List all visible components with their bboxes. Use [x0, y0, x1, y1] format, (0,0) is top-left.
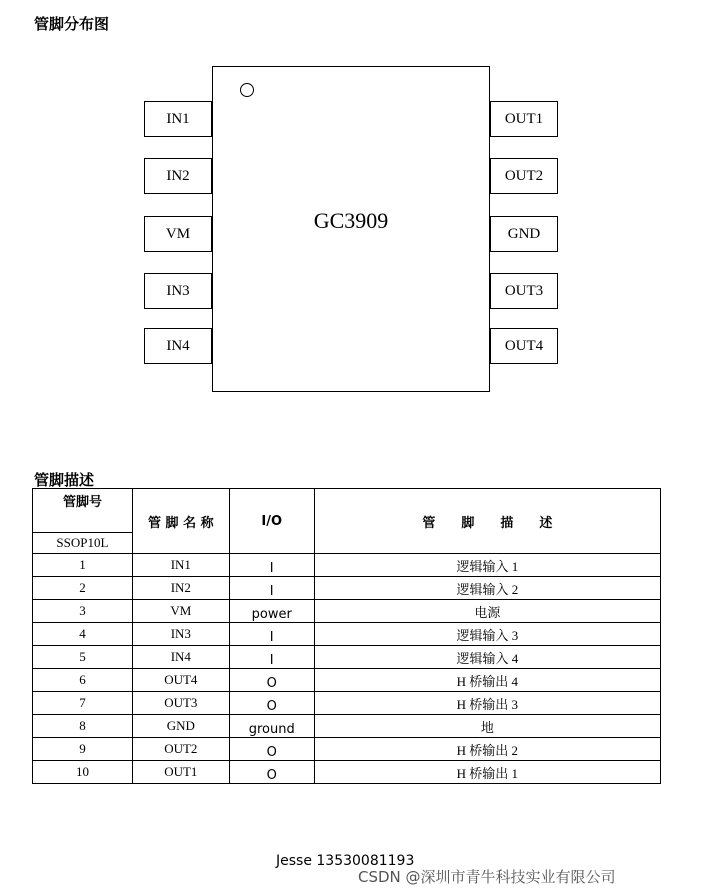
pin1-marker-icon [240, 83, 254, 97]
right-pin: OUT2 [490, 158, 558, 194]
table-row [33, 692, 661, 715]
cell-pin-no: 5 [33, 646, 133, 669]
io-value: I [269, 653, 274, 668]
cell-pin-name: GND [132, 715, 229, 738]
cell-pin-name: IN4 [132, 646, 229, 669]
io-value: I [269, 561, 274, 576]
cell-pin-name: OUT4 [132, 669, 229, 692]
cell-io [229, 692, 314, 715]
cell-description: H 桥输出 1 [314, 761, 660, 784]
cell-io [229, 623, 314, 646]
cell-description: 电源 [314, 600, 660, 623]
left-pin: VM [144, 216, 212, 252]
header-pin-name: 管 脚 名 称 [132, 489, 229, 554]
cell-description: H 桥输出 4 [314, 669, 660, 692]
cell-pin-name: VM [132, 600, 229, 623]
cell-pin-name: IN1 [132, 554, 229, 577]
cell-description: 逻辑输入 3 [314, 623, 660, 646]
header-io: I/O [229, 489, 314, 554]
left-pin: IN3 [144, 273, 212, 309]
cell-io [229, 554, 314, 577]
io-value: I [269, 630, 274, 645]
cell-pin-no: 7 [33, 692, 133, 715]
cell-description: 逻辑输入 2 [314, 577, 660, 600]
cell-io [229, 577, 314, 600]
cell-description: 逻辑输入 4 [314, 646, 660, 669]
cell-io [229, 761, 314, 784]
right-pin: OUT3 [490, 273, 558, 309]
cell-io [229, 738, 314, 761]
header-package: SSOP10L [33, 533, 133, 554]
chip-name: GC3909 [313, 208, 389, 233]
io-value: I [269, 584, 274, 599]
footer-contact: Jesse 13530081193 [276, 853, 415, 869]
cell-pin-no: 10 [33, 761, 133, 784]
table-row [33, 646, 661, 669]
table-row [33, 623, 661, 646]
pin-description-table [32, 488, 661, 784]
header-description: 管 脚 描 述 [314, 489, 660, 554]
cell-pin-no: 6 [33, 669, 133, 692]
table-row [33, 554, 661, 577]
right-pin: OUT4 [490, 328, 558, 364]
cell-pin-name: IN3 [132, 623, 229, 646]
cell-pin-no: 3 [33, 600, 133, 623]
cell-pin-name: OUT3 [132, 692, 229, 715]
cell-io [229, 669, 314, 692]
pin-layout-heading: 管脚分布图 [34, 15, 110, 33]
cell-pin-name: OUT2 [132, 738, 229, 761]
header-pin-no: 管脚号 [33, 489, 133, 533]
watermark: CSDN @深圳市青牛科技实业有限公司 [358, 868, 616, 886]
cell-io [229, 600, 314, 623]
io-value: ground [248, 722, 295, 737]
io-value: power [251, 607, 292, 622]
pin-description-heading: 管脚描述 [34, 471, 95, 489]
cell-pin-no: 1 [33, 554, 133, 577]
cell-description: H 桥输出 2 [314, 738, 660, 761]
cell-description: 逻辑输入 1 [314, 554, 660, 577]
right-pin: GND [490, 216, 558, 252]
io-value: O [266, 768, 277, 783]
cell-io [229, 715, 314, 738]
table-row [33, 761, 661, 784]
cell-io [229, 646, 314, 669]
cell-pin-no: 8 [33, 715, 133, 738]
table-row [33, 715, 661, 738]
table-row [33, 738, 661, 761]
io-value: O [266, 745, 277, 760]
cell-pin-no: 2 [33, 577, 133, 600]
left-pin: IN1 [144, 101, 212, 137]
io-value: O [266, 699, 277, 714]
cell-pin-name: IN2 [132, 577, 229, 600]
table-row [33, 669, 661, 692]
left-pin: IN4 [144, 328, 212, 364]
cell-description: H 桥输出 3 [314, 692, 660, 715]
cell-pin-name: OUT1 [132, 761, 229, 784]
right-pin: OUT1 [490, 101, 558, 137]
cell-description: 地 [314, 715, 660, 738]
cell-pin-no: 4 [33, 623, 133, 646]
table-row [33, 577, 661, 600]
cell-pin-no: 9 [33, 738, 133, 761]
table-row [33, 600, 661, 623]
io-value: O [266, 676, 277, 691]
left-pin: IN2 [144, 158, 212, 194]
